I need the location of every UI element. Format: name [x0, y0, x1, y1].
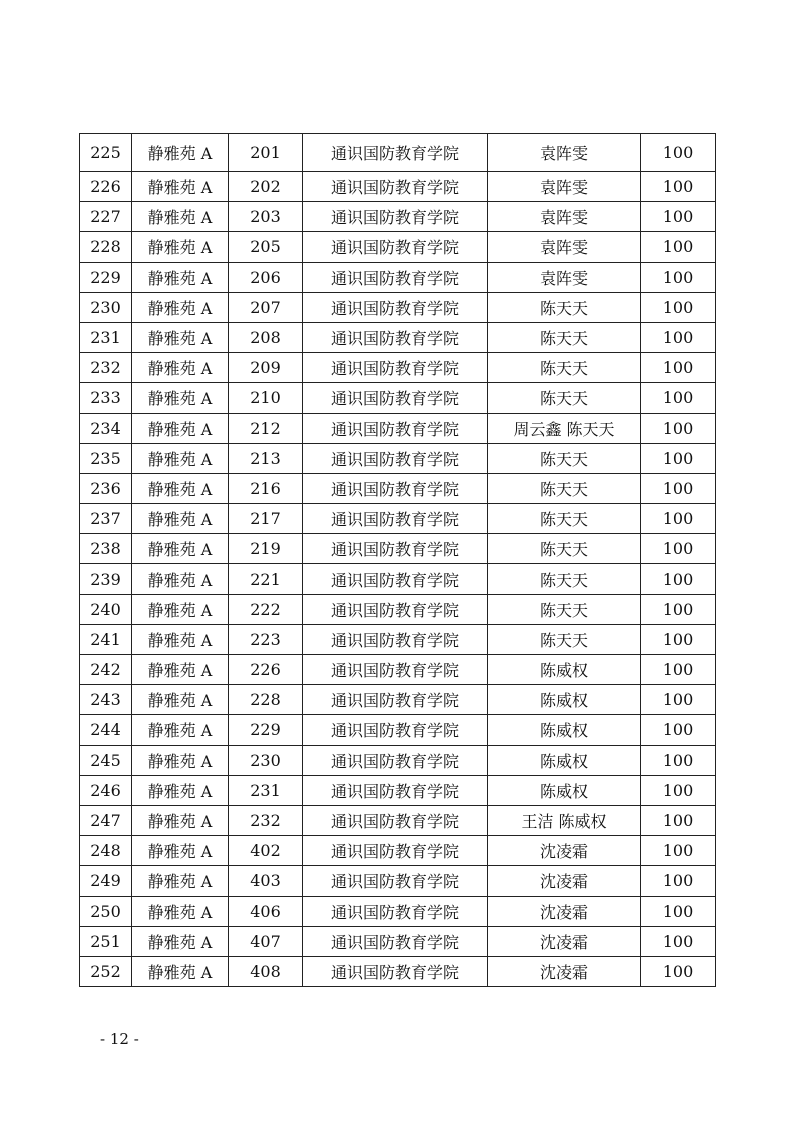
score-cell: 100 [641, 956, 716, 986]
person-cell: 陈威权 [488, 745, 641, 775]
room-cell: 209 [229, 353, 303, 383]
room-cell: 217 [229, 504, 303, 534]
person-cell: 袁阵雯 [488, 172, 641, 202]
row-number-cell: 227 [80, 202, 132, 232]
person-cell: 陈天天 [488, 473, 641, 503]
person-cell: 陈天天 [488, 594, 641, 624]
table-body [80, 134, 716, 987]
room-cell: 206 [229, 262, 303, 292]
person-cell: 沈凌霜 [488, 926, 641, 956]
table-row [80, 896, 716, 926]
college-cell: 通识国防教育学院 [303, 443, 488, 473]
room-cell: 203 [229, 202, 303, 232]
table-row [80, 202, 716, 232]
table-row [80, 624, 716, 654]
row-number-cell: 234 [80, 413, 132, 443]
college-cell: 通识国防教育学院 [303, 866, 488, 896]
score-cell: 100 [641, 564, 716, 594]
person-cell: 沈凌霜 [488, 836, 641, 866]
college-cell: 通识国防教育学院 [303, 232, 488, 262]
room-cell: 222 [229, 594, 303, 624]
college-cell: 通识国防教育学院 [303, 926, 488, 956]
row-number-cell: 238 [80, 534, 132, 564]
person-cell: 沈凌霜 [488, 956, 641, 986]
table-row [80, 134, 716, 172]
table-row [80, 443, 716, 473]
table-row [80, 745, 716, 775]
college-cell: 通识国防教育学院 [303, 564, 488, 594]
room-cell: 223 [229, 624, 303, 654]
row-number-cell: 236 [80, 473, 132, 503]
row-number-cell: 232 [80, 353, 132, 383]
score-cell: 100 [641, 473, 716, 503]
building-cell: 静雅苑 A [132, 926, 229, 956]
college-cell: 通识国防教育学院 [303, 775, 488, 805]
table-row [80, 534, 716, 564]
row-number-cell: 228 [80, 232, 132, 262]
room-cell: 207 [229, 292, 303, 322]
score-cell: 100 [641, 624, 716, 654]
building-cell: 静雅苑 A [132, 134, 229, 172]
score-cell: 100 [641, 866, 716, 896]
row-number-cell: 237 [80, 504, 132, 534]
building-cell: 静雅苑 A [132, 232, 229, 262]
table-row [80, 956, 716, 986]
building-cell: 静雅苑 A [132, 202, 229, 232]
score-cell: 100 [641, 504, 716, 534]
college-cell: 通识国防教育学院 [303, 413, 488, 443]
person-cell: 袁阵雯 [488, 232, 641, 262]
room-cell: 230 [229, 745, 303, 775]
person-cell: 陈威权 [488, 655, 641, 685]
college-cell: 通识国防教育学院 [303, 836, 488, 866]
college-cell: 通识国防教育学院 [303, 504, 488, 534]
person-cell: 沈凌霜 [488, 866, 641, 896]
table-row [80, 775, 716, 805]
row-number-cell: 249 [80, 866, 132, 896]
person-cell: 袁阵雯 [488, 134, 641, 172]
score-cell: 100 [641, 775, 716, 805]
score-cell: 100 [641, 232, 716, 262]
college-cell: 通识国防教育学院 [303, 745, 488, 775]
table-row [80, 926, 716, 956]
person-cell: 陈威权 [488, 775, 641, 805]
table-row [80, 685, 716, 715]
row-number-cell: 231 [80, 322, 132, 352]
person-cell: 陈天天 [488, 564, 641, 594]
row-number-cell: 240 [80, 594, 132, 624]
row-number-cell: 248 [80, 836, 132, 866]
table-row [80, 232, 716, 262]
college-cell: 通识国防教育学院 [303, 805, 488, 835]
row-number-cell: 226 [80, 172, 132, 202]
table-row [80, 322, 716, 352]
table-row [80, 655, 716, 685]
person-cell: 袁阵雯 [488, 202, 641, 232]
person-cell: 陈天天 [488, 353, 641, 383]
building-cell: 静雅苑 A [132, 685, 229, 715]
college-cell: 通识国防教育学院 [303, 624, 488, 654]
room-cell: 219 [229, 534, 303, 564]
table-row [80, 292, 716, 322]
college-cell: 通识国防教育学院 [303, 655, 488, 685]
table-row [80, 564, 716, 594]
table-row [80, 594, 716, 624]
building-cell: 静雅苑 A [132, 805, 229, 835]
dorm-score-table [79, 133, 716, 987]
table-row [80, 172, 716, 202]
row-number-cell: 239 [80, 564, 132, 594]
room-cell: 213 [229, 443, 303, 473]
score-cell: 100 [641, 836, 716, 866]
building-cell: 静雅苑 A [132, 353, 229, 383]
building-cell: 静雅苑 A [132, 172, 229, 202]
page-number: - 12 - [100, 1030, 139, 1048]
row-number-cell: 233 [80, 383, 132, 413]
row-number-cell: 229 [80, 262, 132, 292]
score-cell: 100 [641, 134, 716, 172]
row-number-cell: 251 [80, 926, 132, 956]
college-cell: 通识国防教育学院 [303, 534, 488, 564]
score-cell: 100 [641, 322, 716, 352]
building-cell: 静雅苑 A [132, 775, 229, 805]
room-cell: 407 [229, 926, 303, 956]
person-cell: 陈天天 [488, 624, 641, 654]
room-cell: 221 [229, 564, 303, 594]
table-row [80, 262, 716, 292]
person-cell: 陈天天 [488, 504, 641, 534]
person-cell: 陈威权 [488, 685, 641, 715]
row-number-cell: 247 [80, 805, 132, 835]
person-cell: 陈天天 [488, 443, 641, 473]
score-cell: 100 [641, 262, 716, 292]
room-cell: 228 [229, 685, 303, 715]
row-number-cell: 244 [80, 715, 132, 745]
college-cell: 通识国防教育学院 [303, 715, 488, 745]
building-cell: 静雅苑 A [132, 715, 229, 745]
building-cell: 静雅苑 A [132, 956, 229, 986]
building-cell: 静雅苑 A [132, 473, 229, 503]
score-cell: 100 [641, 413, 716, 443]
room-cell: 202 [229, 172, 303, 202]
table-row [80, 504, 716, 534]
score-cell: 100 [641, 745, 716, 775]
college-cell: 通识国防教育学院 [303, 956, 488, 986]
room-cell: 231 [229, 775, 303, 805]
college-cell: 通识国防教育学院 [303, 292, 488, 322]
person-cell: 王洁 陈威权 [488, 805, 641, 835]
score-cell: 100 [641, 353, 716, 383]
row-number-cell: 241 [80, 624, 132, 654]
table-row [80, 353, 716, 383]
college-cell: 通识国防教育学院 [303, 322, 488, 352]
row-number-cell: 245 [80, 745, 132, 775]
table-row [80, 473, 716, 503]
building-cell: 静雅苑 A [132, 655, 229, 685]
person-cell: 陈天天 [488, 292, 641, 322]
room-cell: 208 [229, 322, 303, 352]
room-cell: 226 [229, 655, 303, 685]
building-cell: 静雅苑 A [132, 413, 229, 443]
college-cell: 通识国防教育学院 [303, 594, 488, 624]
building-cell: 静雅苑 A [132, 564, 229, 594]
table-row [80, 413, 716, 443]
building-cell: 静雅苑 A [132, 624, 229, 654]
row-number-cell: 252 [80, 956, 132, 986]
building-cell: 静雅苑 A [132, 292, 229, 322]
row-number-cell: 246 [80, 775, 132, 805]
table-row [80, 383, 716, 413]
score-cell: 100 [641, 172, 716, 202]
person-cell: 陈天天 [488, 534, 641, 564]
score-cell: 100 [641, 805, 716, 835]
college-cell: 通识国防教育学院 [303, 685, 488, 715]
person-cell: 袁阵雯 [488, 262, 641, 292]
table-row [80, 805, 716, 835]
row-number-cell: 235 [80, 443, 132, 473]
college-cell: 通识国防教育学院 [303, 172, 488, 202]
building-cell: 静雅苑 A [132, 504, 229, 534]
building-cell: 静雅苑 A [132, 383, 229, 413]
building-cell: 静雅苑 A [132, 322, 229, 352]
score-cell: 100 [641, 534, 716, 564]
room-cell: 232 [229, 805, 303, 835]
room-cell: 201 [229, 134, 303, 172]
room-cell: 216 [229, 473, 303, 503]
college-cell: 通识国防教育学院 [303, 353, 488, 383]
building-cell: 静雅苑 A [132, 745, 229, 775]
person-cell: 陈天天 [488, 322, 641, 352]
building-cell: 静雅苑 A [132, 866, 229, 896]
building-cell: 静雅苑 A [132, 896, 229, 926]
row-number-cell: 242 [80, 655, 132, 685]
college-cell: 通识国防教育学院 [303, 262, 488, 292]
college-cell: 通识国防教育学院 [303, 896, 488, 926]
building-cell: 静雅苑 A [132, 262, 229, 292]
score-cell: 100 [641, 202, 716, 232]
room-cell: 210 [229, 383, 303, 413]
person-cell: 周云鑫 陈天天 [488, 413, 641, 443]
table-row [80, 866, 716, 896]
score-cell: 100 [641, 896, 716, 926]
building-cell: 静雅苑 A [132, 594, 229, 624]
room-cell: 212 [229, 413, 303, 443]
score-cell: 100 [641, 594, 716, 624]
room-cell: 403 [229, 866, 303, 896]
room-cell: 402 [229, 836, 303, 866]
building-cell: 静雅苑 A [132, 443, 229, 473]
score-cell: 100 [641, 443, 716, 473]
college-cell: 通识国防教育学院 [303, 473, 488, 503]
building-cell: 静雅苑 A [132, 534, 229, 564]
person-cell: 陈威权 [488, 715, 641, 745]
college-cell: 通识国防教育学院 [303, 134, 488, 172]
score-cell: 100 [641, 926, 716, 956]
college-cell: 通识国防教育学院 [303, 383, 488, 413]
table-row [80, 715, 716, 745]
person-cell: 沈凌霜 [488, 896, 641, 926]
score-cell: 100 [641, 655, 716, 685]
row-number-cell: 230 [80, 292, 132, 322]
room-cell: 406 [229, 896, 303, 926]
person-cell: 陈天天 [488, 383, 641, 413]
row-number-cell: 225 [80, 134, 132, 172]
score-cell: 100 [641, 685, 716, 715]
table-row [80, 836, 716, 866]
room-cell: 205 [229, 232, 303, 262]
row-number-cell: 250 [80, 896, 132, 926]
room-cell: 229 [229, 715, 303, 745]
score-cell: 100 [641, 383, 716, 413]
score-cell: 100 [641, 715, 716, 745]
building-cell: 静雅苑 A [132, 836, 229, 866]
room-cell: 408 [229, 956, 303, 986]
score-cell: 100 [641, 292, 716, 322]
college-cell: 通识国防教育学院 [303, 202, 488, 232]
row-number-cell: 243 [80, 685, 132, 715]
